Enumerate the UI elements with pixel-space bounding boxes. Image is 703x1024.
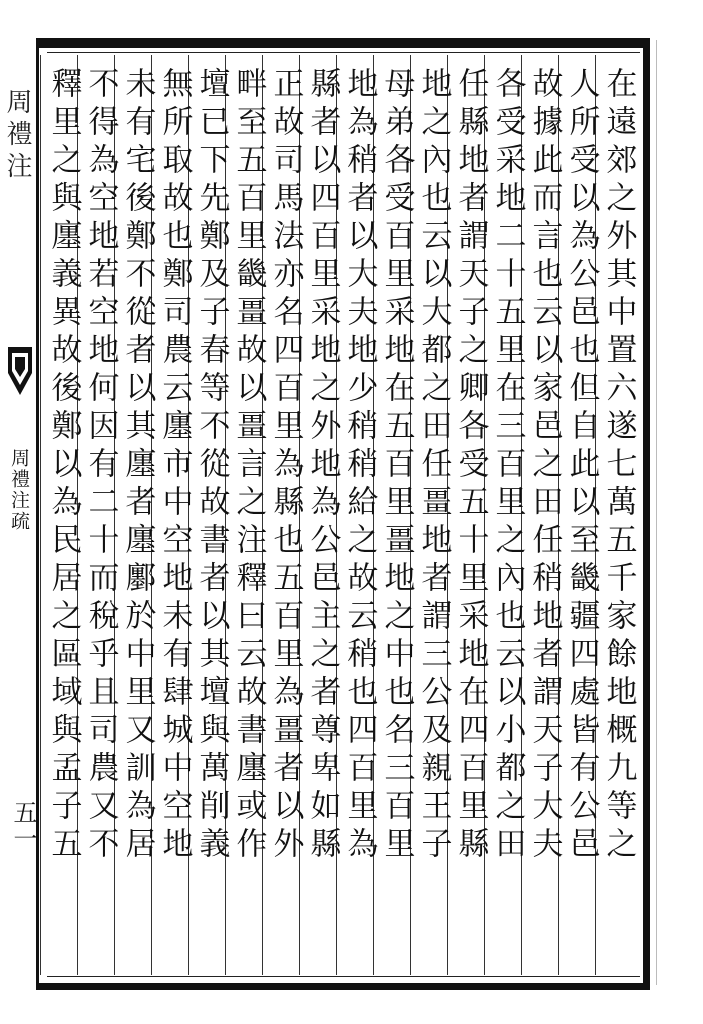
text-column-1: 在遠郊之外其中置六遂七萬五千家餘地概九等之 bbox=[595, 55, 641, 975]
text-column-10: 正故司馬法亦名四百里為縣也五百里為畺者以外 bbox=[262, 55, 308, 975]
text-column-7: 母弟各受百里采地在五百里畺地之中也名三百里 bbox=[373, 55, 419, 975]
text-column-12: 壇已下先鄭及子春等不從故書者以其壇與萬削義 bbox=[188, 55, 234, 975]
text-column-15: 不得為空地若空地何因有二十而稅乎且司農又不 bbox=[77, 55, 123, 975]
text-column-6: 地之內也云以大都之田任畺地者謂三公及親王子 bbox=[410, 55, 456, 975]
text-column-4: 各受采地二十五里在三百里之內也云以小都之田 bbox=[484, 55, 530, 975]
text-column-16: 釋里之與廛義異故後鄭以為民居之區域與孟子五 bbox=[40, 55, 86, 975]
text-column-11: 畔至五百里畿畺故以畺言之注釋曰云故書廛或作 bbox=[225, 55, 271, 975]
page-margin bbox=[0, 38, 36, 990]
text-column-14: 未有宅後鄭不從者以其廛者廛鄽於中里又訓為居 bbox=[114, 55, 160, 975]
book-title: 周禮注疏 bbox=[8, 448, 30, 532]
text-columns bbox=[45, 55, 640, 975]
text-column-13: 無所取故也鄭司農云廛市中空地未有肆城中空地 bbox=[151, 55, 197, 975]
text-column-8: 地為稍者以大夫地少稍稍給之故云稍也四百里為 bbox=[336, 55, 382, 975]
running-title: 周禮注 bbox=[2, 88, 32, 184]
fish-tail-mark-icon bbox=[6, 343, 34, 403]
text-column-3: 故據此而言也云以家邑之田任稍地者謂天子大夫 bbox=[521, 55, 567, 975]
page-number: 五一 bbox=[9, 800, 37, 852]
text-column-5: 任縣地者謂天子之卿各受五十里采地在四百里縣 bbox=[447, 55, 493, 975]
page-edge-line bbox=[656, 40, 657, 985]
text-column-2: 人所受以為公邑也但自此以至畿疆四處皆有公邑 bbox=[558, 55, 604, 975]
text-column-9: 縣者以四百里采地之外地為公邑主之者尊卑如縣 bbox=[299, 55, 345, 975]
